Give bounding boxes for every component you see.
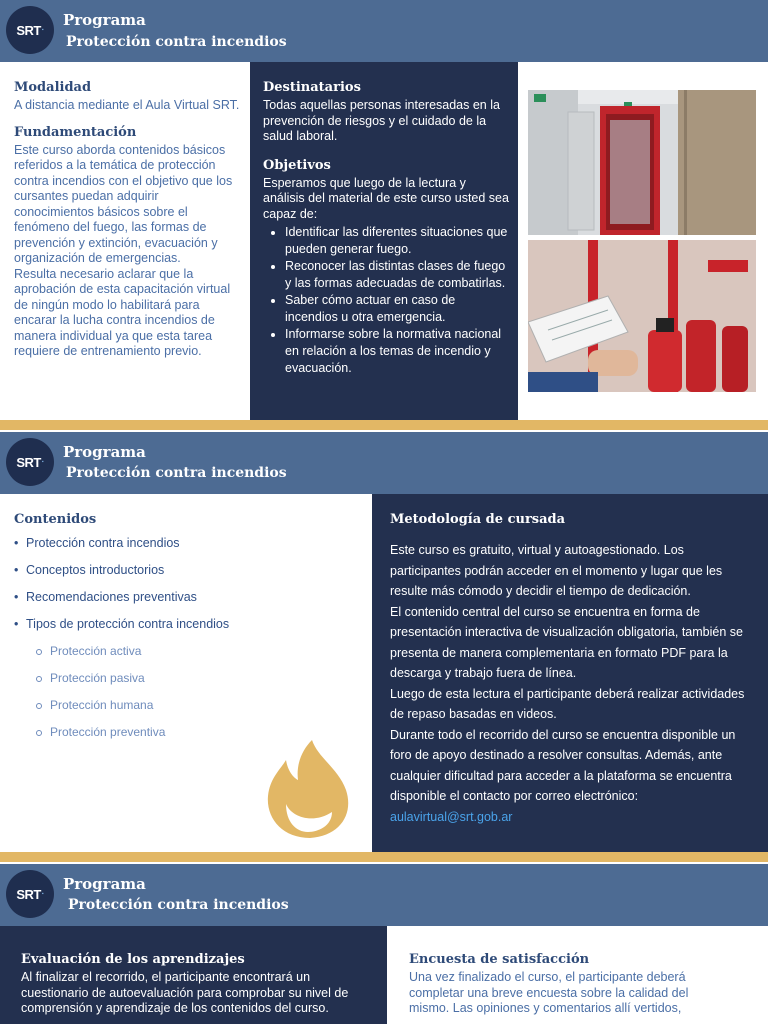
metodologia-p4 <box>390 725 750 828</box>
metodologia-p3: Luego de esta lectura el participante deberá realizar actividades de repaso basadas en videos. <box>390 686 745 721</box>
program-subtitle: Protección contra incendios <box>66 34 287 50</box>
program-subtitle: Protección contra incendios <box>66 465 287 481</box>
email-link[interactable]: aulavirtual@srt.gob.ar <box>390 809 513 824</box>
header-band-3 <box>0 864 768 926</box>
modalidad-block <box>14 80 240 360</box>
destinatarios-text: Todas aquellas personas interesadas en la prevención de riesgos y el cuidado de la salud laboral. <box>263 98 500 143</box>
metodologia-p1: Este curso es gratuito, virtual y autoagestionado. Los participantes podrán acceder en el momento y lugar que les resulte más cómodo y decidir el tiempo de dedicación. <box>390 543 723 598</box>
metodologia-p2: El contenido central del curso se encuentra en forma de presentación interactiva de visualización obligatoria, también se presenta de manera complementaria en formato PDF para la descarga y trabajo fuera de línea. <box>390 604 743 680</box>
contenido-subitem: Protección pasiva <box>14 665 284 692</box>
program-title: Programa <box>63 11 146 29</box>
objetivo-item: • Informarse sobre la normativa nacional en relación a los temas de incendio y evacuación. <box>285 326 509 377</box>
contenido-item: • Tipos de protección contra incendios <box>14 611 284 638</box>
srt-logo: SRT ▪ <box>6 438 54 486</box>
logo-text: SRT <box>16 22 41 38</box>
metodologia-heading: Metodología de cursada <box>390 512 566 527</box>
contenidos-list <box>14 530 284 746</box>
header-band-2 <box>0 432 768 494</box>
divider-1 <box>0 420 768 430</box>
header-band-1 <box>0 0 768 62</box>
encuesta-text: Una vez finalizado el curso, el participante deberá completar una breve encuesta sobre la calidad del mismo. Las opiniones y comentarios allí vertidos, <box>409 970 689 1015</box>
fire-cabinet-photo <box>528 90 756 235</box>
metodologia-p4-text: Durante todo el recorrido del curso se encuentra disponible un foro de apoyo destinado a resolver consultas. Además, ante cualquier dificultad para acceder a la plataforma se encuentra disponible el contacto por correo electrónico: <box>390 727 736 803</box>
program-title: Programa <box>63 875 146 893</box>
program-title: Programa <box>63 443 146 461</box>
contenido-item: • Protección contra incendios <box>14 530 284 557</box>
contenido-subitem: Protección activa <box>14 638 284 665</box>
encuesta-heading: Encuesta de satisfacción <box>409 952 590 967</box>
extinguishers-photo <box>528 240 756 392</box>
divider-2 <box>0 852 768 862</box>
program-subtitle: Protección contra incendios <box>68 897 289 913</box>
fundamentacion-text: Este curso aborda contenidos básicos referidos a la temática de protección contra incendios con el objetivo que los cursantes puedan adquirir conocimientos básicos sobre el fenómeno del fuego, las formas de prevención y extinción, evacuación y organización de emergencias. <box>14 142 233 265</box>
destinatarios-block <box>263 80 509 377</box>
fundamentacion-text-2: Resulta necesario aclarar que la aprobación de esta capacitación virtual de ningún modo lo habilitará para encarar la lucha contra incendios de manera individual ya que esta tarea requiere de entrenamiento previo. <box>14 266 231 358</box>
destinatarios-heading: Destinatarios <box>263 80 361 95</box>
logo-text: SRT <box>16 886 41 902</box>
srt-logo: SRT ▪ <box>6 6 54 54</box>
modalidad-heading: Modalidad <box>14 80 92 95</box>
srt-logo: SRT ▪ <box>6 870 54 918</box>
contenido-subitem: Protección humana <box>14 692 284 719</box>
fire-icon <box>262 738 358 840</box>
evaluacion-heading: Evaluación de los aprendizajes <box>21 952 245 967</box>
contenidos-heading: Contenidos <box>14 512 97 527</box>
fundamentacion-heading: Fundamentación <box>14 124 137 140</box>
objetivo-item: • Reconocer las distintas clases de fuego y las formas adecuadas de combatirlas. <box>285 258 509 292</box>
evaluacion-text: Al finalizar el recorrido, el participante encontrará un cuestionario de autoevaluación para comprobar su nivel de comprensión y aprendizaje de los contenidos del curso. <box>21 970 349 1015</box>
contenido-item: • Conceptos introductorios <box>14 557 284 584</box>
contenido-item: • Recomendaciones preventivas <box>14 584 284 611</box>
objetivos-intro: Esperamos que luego de la lectura y análisis del material de este curso usted sea capaz de: <box>263 175 509 221</box>
logo-text: SRT <box>16 454 41 470</box>
contenido-subitem: Protección preventiva <box>14 719 284 746</box>
objetivos-list <box>263 224 509 377</box>
metodologia-block <box>390 512 750 827</box>
objetivos-heading: Objetivos <box>263 157 331 173</box>
objetivo-item: • Saber cómo actuar en caso de incendios u otra emergencia. <box>285 292 509 326</box>
objetivo-item: • Identificar las diferentes situaciones que pueden generar fuego. <box>285 224 509 258</box>
modalidad-text: A distancia mediante el Aula Virtual SRT. <box>14 98 240 112</box>
evaluacion-block <box>21 952 373 1017</box>
encuesta-block <box>409 952 727 1017</box>
